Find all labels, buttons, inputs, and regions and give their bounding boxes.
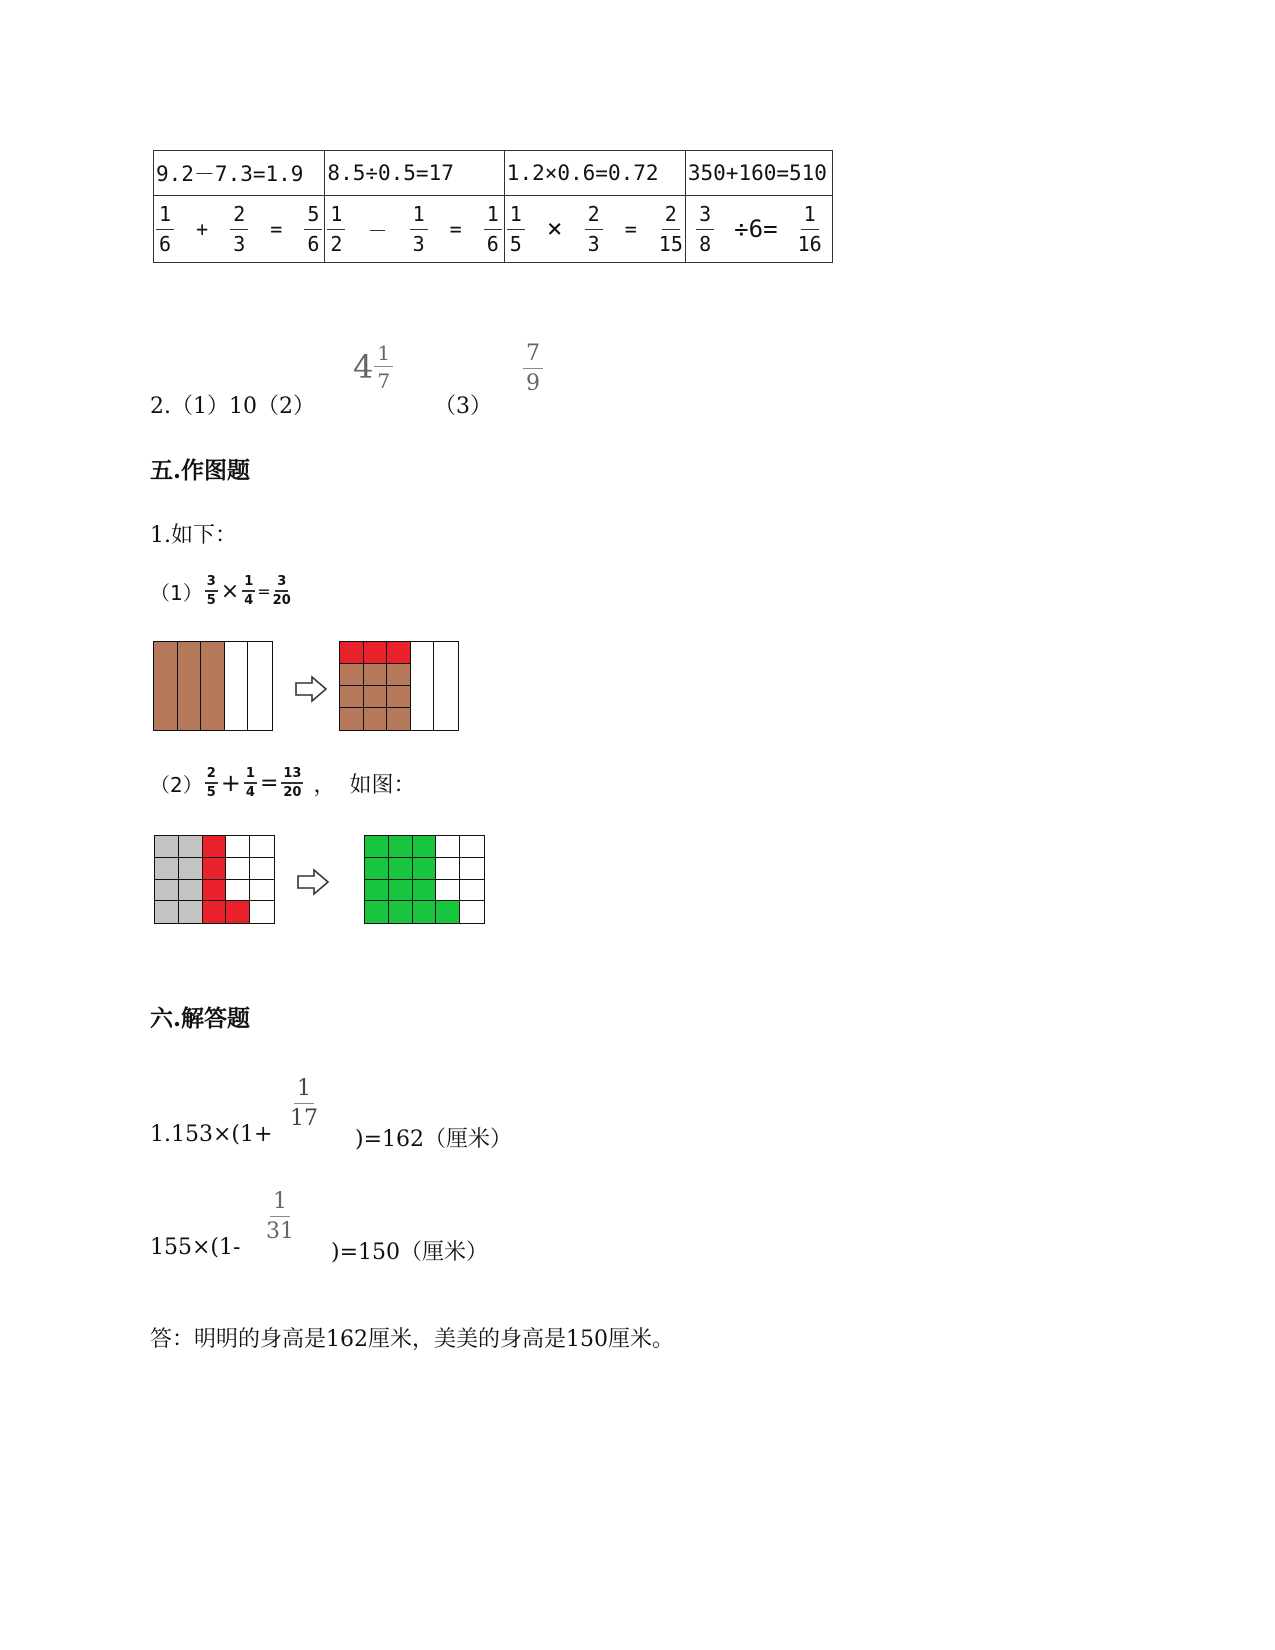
fraction: $\frac{5}{6}$ [304, 204, 322, 254]
grid-cell [387, 642, 411, 664]
fraction: $\frac{1}{6}$ [156, 204, 174, 254]
grid-cell [364, 642, 388, 664]
mixed-number [353, 343, 393, 391]
grid-cell [413, 836, 437, 858]
sub-label: （2） [150, 772, 203, 797]
fraction: $\frac{1}{16}$ [797, 202, 822, 256]
fraction: $\frac{1}{4}$ [244, 574, 254, 608]
grid-cell [411, 642, 435, 664]
grid-cell [340, 686, 364, 708]
grid-cell [411, 686, 435, 708]
grid-cell [250, 901, 274, 923]
operator: = [259, 770, 279, 796]
item-label: 1.如下： [150, 523, 237, 548]
equation-2 [150, 767, 415, 799]
grid-cell [365, 901, 389, 923]
solution-line-2: 155×(1- [150, 1235, 241, 1260]
fraction: $\frac{3}{8}$ [696, 204, 714, 254]
grid-cell [460, 901, 484, 923]
operator: × [220, 578, 240, 604]
fraction-grid-addends [154, 835, 275, 924]
table-cell [504, 196, 685, 263]
section-heading: 五.作图题 [150, 457, 251, 484]
arrow-right-icon [294, 675, 328, 703]
grid-cell [225, 642, 249, 730]
grid-cell [248, 642, 272, 730]
grid-cell [436, 880, 460, 902]
grid-cell [155, 901, 179, 923]
equation-table [153, 150, 833, 263]
grid-cell [413, 901, 437, 923]
grid-cell [154, 642, 178, 730]
grid-cell [460, 836, 484, 858]
fraction: $\frac{2}{5}$ [206, 766, 216, 800]
grid-cell [389, 836, 413, 858]
solution-line-1-result: )=162（厘米） [355, 1127, 513, 1152]
grid-cell [411, 664, 435, 686]
operator: = [257, 581, 271, 601]
grid-cell [340, 642, 364, 664]
grid-cell [365, 880, 389, 902]
table-cell [154, 196, 325, 263]
grid-cell [413, 880, 437, 902]
operator: × [546, 214, 563, 244]
fraction: $\frac{3}{20}$ [272, 574, 291, 608]
grid-cell [434, 664, 458, 686]
grid-cell [365, 836, 389, 858]
grid-cell [226, 858, 250, 880]
grid-cell [178, 642, 202, 730]
grid-cell [365, 858, 389, 880]
fraction: $\frac{3}{5}$ [206, 574, 216, 608]
grid-cell [389, 858, 413, 880]
sub-label: （1） [150, 580, 203, 605]
grid-cell [434, 642, 458, 664]
fraction: $\frac{1}{31}$ [266, 1189, 294, 1244]
grid-cell [179, 901, 203, 923]
grid-cell [226, 836, 250, 858]
grid-cell [250, 880, 274, 902]
table-row [154, 151, 833, 196]
operator: = [624, 217, 637, 241]
grid-cell [364, 686, 388, 708]
table-cell: 8.5÷0.5=17 [325, 151, 504, 196]
fraction: $\frac{1}{4}$ [245, 766, 255, 800]
grid-cell [179, 880, 203, 902]
table-cell: 1.2×0.6=0.72 [504, 151, 685, 196]
answer-text: 答：明明的身高是162厘米，美美的身高是150厘米。 [150, 1327, 674, 1352]
grid-cell [389, 880, 413, 902]
grid-cell [201, 642, 225, 730]
fraction: $\frac{1}{2}$ [327, 204, 345, 254]
grid-cell [460, 880, 484, 902]
equation-1 [150, 575, 291, 607]
figure-note: ， 如图： [313, 772, 416, 798]
table-cell: 350+160=510 [685, 151, 832, 196]
solution-line-1: 1.153×(1+ [150, 1122, 273, 1147]
fraction: $\frac{1}{17}$ [290, 1076, 318, 1131]
fraction: $\frac{1}{5}$ [507, 204, 525, 254]
grid-cell [250, 858, 274, 880]
fraction: $\frac{13}{20}$ [283, 766, 302, 800]
grid-cell [364, 708, 388, 730]
grid-cell [155, 858, 179, 880]
grid-cell [340, 708, 364, 730]
table-cell: 9.2－7.3=1.9 [154, 151, 325, 196]
whole-part: 4 [353, 348, 374, 386]
fraction: $\frac{1}{3}$ [410, 204, 428, 254]
grid-cell [389, 901, 413, 923]
fraction-grid-sum [364, 835, 485, 924]
grid-cell [434, 686, 458, 708]
fraction: $\frac{7}{9}$ [523, 343, 543, 395]
grid-cell [203, 858, 227, 880]
operator: ÷6= [734, 215, 778, 243]
operator: = [449, 217, 462, 241]
fraction: $\frac{2}{15}$ [658, 202, 683, 256]
grid-cell [155, 880, 179, 902]
grid-cell [155, 836, 179, 858]
fraction: $\frac{1}{7}$ [374, 343, 393, 391]
grid-cell [436, 858, 460, 880]
grid-cell [226, 901, 250, 923]
grid-cell [203, 901, 227, 923]
solution-line-2-result: )=150（厘米） [331, 1240, 489, 1265]
table-cell [685, 196, 832, 263]
grid-cell [413, 858, 437, 880]
grid-cell [179, 836, 203, 858]
fraction: $\frac{1}{6}$ [484, 204, 502, 254]
grid-cell [364, 664, 388, 686]
q2-prefix: 2.（1）10（2） [150, 394, 315, 419]
operator: － [367, 218, 388, 243]
grid-cell [434, 708, 458, 730]
grid-cell [411, 708, 435, 730]
operator: = [270, 217, 283, 241]
section-heading: 六.解答题 [150, 1005, 251, 1032]
table-row [154, 196, 833, 263]
grid-cell [387, 664, 411, 686]
operator: + [196, 217, 209, 241]
grid-cell [436, 836, 460, 858]
grid-cell [250, 836, 274, 858]
operator: + [220, 769, 241, 797]
grid-cell [226, 880, 250, 902]
fraction-grid-product [339, 641, 459, 731]
grid-cell [340, 664, 364, 686]
table-cell [325, 196, 504, 263]
fraction-grid-three-fifths [153, 641, 273, 731]
grid-cell [203, 836, 227, 858]
q2-part3-label: （3） [434, 394, 492, 419]
fraction: $\frac{2}{3}$ [230, 204, 248, 254]
grid-cell [179, 858, 203, 880]
grid-cell [436, 901, 460, 923]
grid-cell [460, 858, 484, 880]
arrow-right-icon [296, 868, 330, 896]
grid-cell [387, 686, 411, 708]
grid-cell [387, 708, 411, 730]
grid-cell [203, 880, 227, 902]
fraction: $\frac{2}{3}$ [585, 204, 603, 254]
